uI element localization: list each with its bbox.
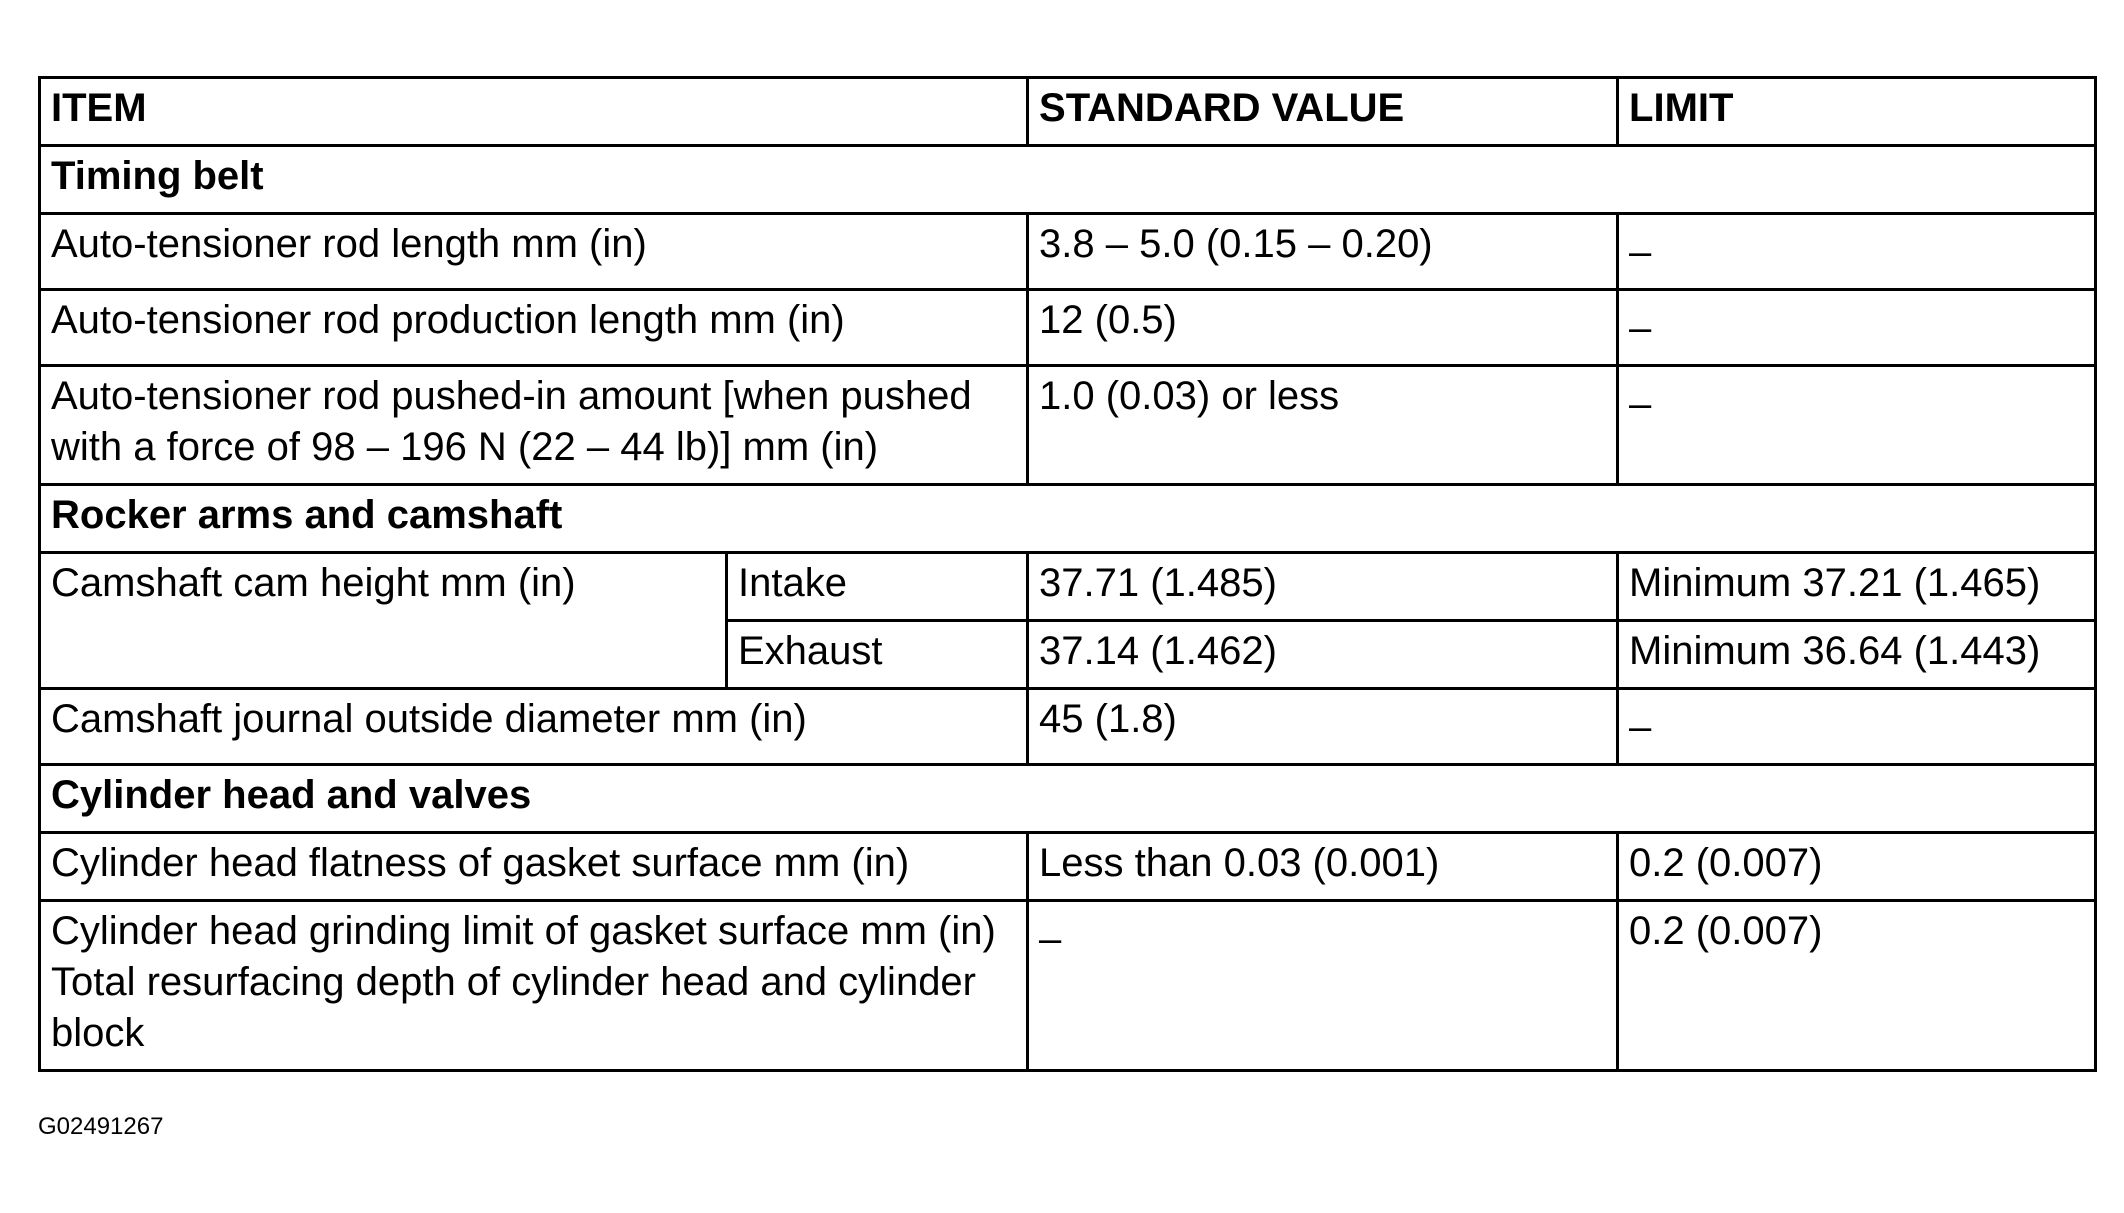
limit-cell: Minimum 36.64 (1.443)	[1618, 621, 2096, 689]
header-item: ITEM	[40, 78, 1028, 146]
section-title-timing-belt: Timing belt	[40, 146, 2096, 214]
limit-value: –	[1629, 230, 1652, 274]
header-standard-value: STANDARD VALUE	[1028, 78, 1618, 146]
limit-value: –	[1629, 382, 1652, 426]
item-cell: Auto-tensioner rod length mm (in)	[40, 214, 1028, 290]
figure-id: G02491267	[38, 1113, 164, 1140]
table-row	[40, 214, 2096, 290]
table-row	[40, 290, 2096, 366]
limit-cell	[1618, 290, 2096, 366]
item-cell: Auto-tensioner rod pushed-in amount [when pushed with a force of 98 – 196 N (22 – 44 lb)] mm (in)	[40, 366, 1028, 485]
specification-table	[38, 76, 2097, 1072]
item-cell: Camshaft cam height mm (in)	[40, 553, 727, 689]
standard-value-cell: 37.14 (1.462)	[1028, 621, 1618, 689]
table-row	[40, 901, 2096, 1071]
item-cell: Camshaft journal outside diameter mm (in)	[40, 689, 1028, 765]
item-cell: Cylinder head grinding limit of gasket surface mm (in) Total resurfacing depth of cylinder head and cylinder block	[40, 901, 1028, 1071]
limit-cell: Minimum 37.21 (1.465)	[1618, 553, 2096, 621]
limit-cell: 0.2 (0.007)	[1618, 833, 2096, 901]
standard-value-cell: Less than 0.03 (0.001)	[1028, 833, 1618, 901]
section-row-rocker-arms	[40, 485, 2096, 553]
sub-item-cell-exhaust: Exhaust	[727, 621, 1028, 689]
sub-item-cell-intake: Intake	[727, 553, 1028, 621]
limit-cell	[1618, 366, 2096, 485]
limit-cell	[1618, 214, 2096, 290]
header-limit: LIMIT	[1618, 78, 2096, 146]
limit-cell	[1618, 689, 2096, 765]
limit-value: –	[1629, 705, 1652, 749]
limit-value: –	[1629, 306, 1652, 350]
standard-value-cell	[1028, 901, 1618, 1071]
standard-value: –	[1039, 917, 1062, 961]
table-row	[40, 689, 2096, 765]
table-header-row	[40, 78, 2096, 146]
item-cell: Cylinder head flatness of gasket surface mm (in)	[40, 833, 1028, 901]
table-row	[40, 833, 2096, 901]
standard-value-cell: 3.8 – 5.0 (0.15 – 0.20)	[1028, 214, 1618, 290]
standard-value-cell: 45 (1.8)	[1028, 689, 1618, 765]
standard-value-cell: 12 (0.5)	[1028, 290, 1618, 366]
section-title-rocker-arms: Rocker arms and camshaft	[40, 485, 2096, 553]
section-title-cylinder-head: Cylinder head and valves	[40, 765, 2096, 833]
table-row	[40, 366, 2096, 485]
section-row-cylinder-head	[40, 765, 2096, 833]
standard-value-cell: 37.71 (1.485)	[1028, 553, 1618, 621]
table-row	[40, 553, 2096, 621]
section-row-timing-belt	[40, 146, 2096, 214]
standard-value-cell: 1.0 (0.03) or less	[1028, 366, 1618, 485]
item-cell: Auto-tensioner rod production length mm (in)	[40, 290, 1028, 366]
limit-cell: 0.2 (0.007)	[1618, 901, 2096, 1071]
